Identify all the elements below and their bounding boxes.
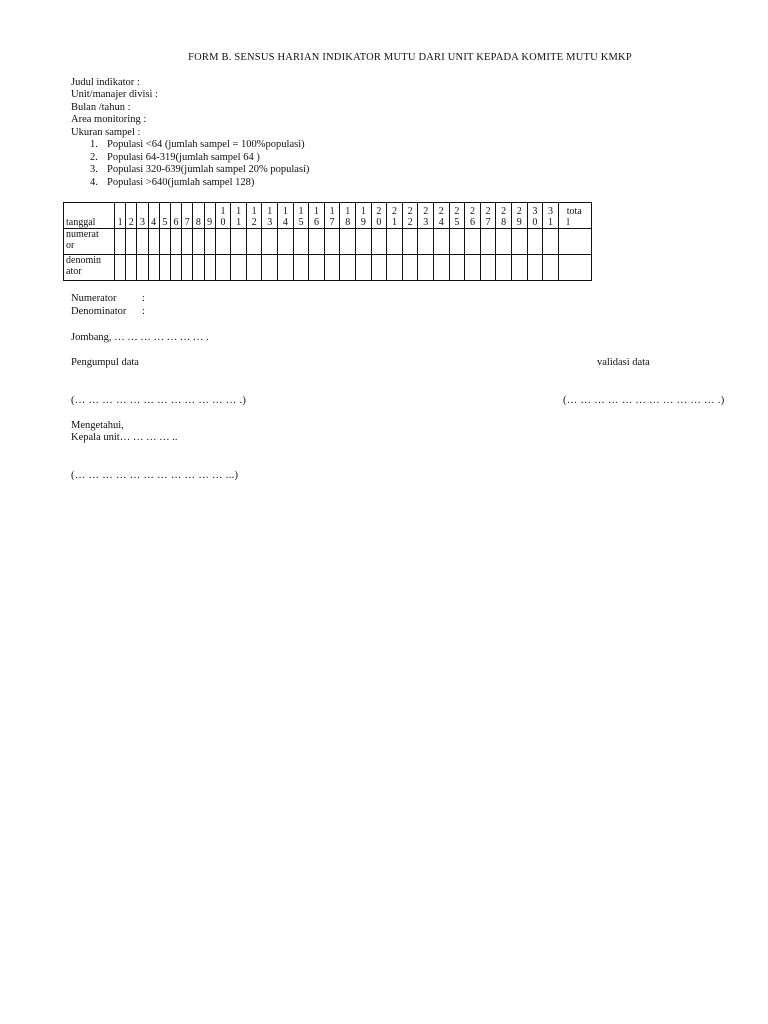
data-cell — [278, 255, 294, 281]
list-item — [90, 139, 309, 152]
data-cell — [402, 255, 418, 281]
list-item — [90, 164, 309, 177]
data-cell — [480, 255, 496, 281]
header-cell-day — [324, 203, 340, 229]
day-number: 11 — [236, 206, 242, 228]
total-cell — [558, 229, 591, 255]
day-number: 4 — [151, 217, 157, 228]
header-cell-day — [465, 203, 481, 229]
header-cell-day — [137, 203, 148, 229]
list-text: Populasi 64-319(jumlah sampel 64 ) — [107, 151, 260, 163]
list-number: 2. — [90, 151, 98, 163]
data-cell — [278, 229, 294, 255]
data-cell — [340, 229, 356, 255]
data-cell — [115, 229, 126, 255]
day-number: 12 — [251, 206, 257, 228]
header-cell-day — [293, 203, 309, 229]
day-number: 19 — [360, 206, 366, 228]
signature-line-validator: (… … … … … … … … … … … .) — [563, 395, 725, 406]
list-text: Populasi >640(jumlah sampel 128) — [107, 176, 255, 188]
data-cell — [371, 229, 387, 255]
data-cell — [418, 229, 434, 255]
header-cell-day — [340, 203, 356, 229]
field-ukuran-sampel: Ukuran sampel : — [71, 127, 141, 138]
data-cell — [182, 255, 193, 281]
data-cell — [434, 255, 450, 281]
header-cell-day — [356, 203, 372, 229]
row-label-line: numerat — [66, 229, 99, 240]
data-cell — [126, 229, 137, 255]
data-cell — [170, 229, 181, 255]
day-number: 14 — [282, 206, 288, 228]
data-cell — [449, 229, 465, 255]
list-text: Populasi 320-639(jumlah sampel 20% populasi) — [107, 164, 310, 176]
header-cell-day — [527, 203, 543, 229]
row-label-line: ator — [66, 266, 82, 277]
header-cell-total — [558, 203, 591, 229]
data-cell — [148, 229, 159, 255]
data-cell — [496, 229, 512, 255]
header-cell-day — [215, 203, 231, 229]
place-date: Jombang, … … … … … … … . — [71, 332, 209, 343]
data-cell — [159, 255, 170, 281]
data-cell — [527, 229, 543, 255]
data-cell — [215, 255, 231, 281]
row-label-line: denomin — [66, 255, 101, 266]
day-number: 10 — [220, 206, 226, 228]
signature-line-collector: (… … … … … … … … … … … … .) — [71, 395, 247, 406]
data-cell — [418, 255, 434, 281]
row-label-line: or — [66, 240, 75, 251]
header-cell-day — [434, 203, 450, 229]
header-cell-day — [418, 203, 434, 229]
header-cell-day — [204, 203, 215, 229]
header-cell-day — [543, 203, 559, 229]
data-cell — [324, 255, 340, 281]
data-cell — [480, 229, 496, 255]
data-cell — [148, 255, 159, 281]
data-cell — [449, 255, 465, 281]
list-item — [90, 177, 309, 190]
data-cell — [204, 229, 215, 255]
header-cell-day — [387, 203, 403, 229]
header-cell-day — [246, 203, 262, 229]
data-cell — [170, 255, 181, 281]
data-cell — [215, 229, 231, 255]
numerator-label: Numerator — [71, 293, 117, 304]
day-number: 7 — [184, 217, 190, 228]
data-cell — [262, 255, 278, 281]
data-cell — [387, 229, 403, 255]
data-cell — [402, 229, 418, 255]
data-cell — [340, 255, 356, 281]
list-item — [90, 152, 309, 165]
data-cell — [246, 229, 262, 255]
data-cell — [371, 255, 387, 281]
data-cell — [182, 229, 193, 255]
day-number: 16 — [314, 206, 320, 228]
data-cell — [246, 255, 262, 281]
field-bulan-tahun: Bulan /tahun : — [71, 102, 131, 113]
data-cell — [231, 255, 247, 281]
header-cell-day — [278, 203, 294, 229]
header-cell-day — [126, 203, 137, 229]
table-row — [64, 229, 592, 255]
data-cell — [434, 229, 450, 255]
day-number: 13 — [267, 206, 273, 228]
header-cell-day — [309, 203, 325, 229]
header-cell-day — [182, 203, 193, 229]
day-number: 17 — [329, 206, 335, 228]
list-number: 3. — [90, 164, 98, 176]
day-number: 25 — [454, 206, 460, 228]
acknowledged-label: Mengetahui, — [71, 420, 124, 431]
day-number: 5 — [162, 217, 168, 228]
row-label-cell — [64, 229, 115, 255]
data-cell — [193, 255, 204, 281]
day-number: 26 — [469, 206, 475, 228]
data-cell — [465, 229, 481, 255]
signature-line-unit-head: (… … … … … … … … … … … ...) — [71, 470, 239, 481]
data-cell — [356, 229, 372, 255]
total-cell — [558, 255, 591, 281]
header-cell-day — [511, 203, 527, 229]
data-cell — [496, 255, 512, 281]
day-number: 9 — [207, 217, 213, 228]
unit-head-label: Kepala unit… … … … .. — [71, 432, 178, 443]
data-cell — [293, 255, 309, 281]
day-number: 24 — [438, 206, 444, 228]
data-cell — [543, 255, 559, 281]
data-cell — [115, 255, 126, 281]
data-cell — [324, 229, 340, 255]
header-cell-day — [159, 203, 170, 229]
numerator-colon: : — [142, 293, 145, 304]
data-cell — [126, 255, 137, 281]
row-label-cell — [64, 255, 115, 281]
data-cell — [309, 255, 325, 281]
data-cell — [465, 255, 481, 281]
header-cell-day — [170, 203, 181, 229]
day-number: 18 — [345, 206, 351, 228]
field-judul-indikator: Judul indikator : — [71, 77, 140, 88]
header-cell-tanggal — [64, 203, 115, 229]
header-cell-day — [402, 203, 418, 229]
table-row — [64, 255, 592, 281]
data-cell — [356, 255, 372, 281]
data-cell — [159, 229, 170, 255]
header-cell-day — [148, 203, 159, 229]
day-number: 29 — [516, 206, 522, 228]
data-cell — [262, 229, 278, 255]
field-unit-manajer: Unit/manajer divisi : — [71, 89, 158, 100]
data-cell — [387, 255, 403, 281]
day-number: 3 — [139, 217, 145, 228]
data-cell — [193, 229, 204, 255]
denominator-label: Denominator — [71, 306, 127, 317]
header-cell-day — [262, 203, 278, 229]
day-number: 15 — [298, 206, 304, 228]
header-cell-day — [371, 203, 387, 229]
day-number: 23 — [423, 206, 429, 228]
list-text: Populasi <64 (jumlah sampel = 100%populasi) — [107, 139, 305, 150]
day-number: 27 — [485, 206, 491, 228]
data-cell — [309, 229, 325, 255]
day-number: 2 — [128, 217, 134, 228]
day-number: 30 — [532, 206, 538, 228]
list-number: 1. — [90, 139, 98, 150]
list-number: 4. — [90, 176, 98, 188]
validation-label: validasi data — [597, 357, 650, 368]
sample-size-list — [90, 139, 309, 189]
data-cell — [293, 229, 309, 255]
header-cell-day — [449, 203, 465, 229]
data-cell — [527, 255, 543, 281]
header-cell-day — [480, 203, 496, 229]
data-cell — [137, 255, 148, 281]
header-cell-day — [496, 203, 512, 229]
day-number: 22 — [407, 206, 413, 228]
total-label: total — [566, 206, 582, 228]
day-number: 31 — [547, 206, 553, 228]
day-number: 8 — [195, 217, 201, 228]
data-cell — [511, 229, 527, 255]
collector-label: Pengumpul data — [71, 357, 139, 368]
data-cell — [204, 255, 215, 281]
header-cell-day — [115, 203, 126, 229]
day-number: 1 — [117, 217, 123, 228]
table-header-row — [64, 203, 592, 229]
denominator-colon: : — [142, 306, 145, 317]
day-number: 20 — [376, 206, 382, 228]
document-title: FORM B. SENSUS HARIAN INDIKATOR MUTU DARI UNIT KEPADA KOMITE MUTU KMKP — [188, 52, 632, 63]
data-cell — [137, 229, 148, 255]
day-number: 21 — [392, 206, 398, 228]
header-label: tanggal — [66, 217, 96, 228]
day-number: 6 — [173, 217, 179, 228]
day-number: 28 — [501, 206, 507, 228]
field-area-monitoring: Area monitoring : — [71, 114, 147, 125]
data-cell — [511, 255, 527, 281]
data-cell — [231, 229, 247, 255]
header-cell-day — [193, 203, 204, 229]
header-cell-day — [231, 203, 247, 229]
data-cell — [543, 229, 559, 255]
daily-census-table — [63, 202, 592, 281]
